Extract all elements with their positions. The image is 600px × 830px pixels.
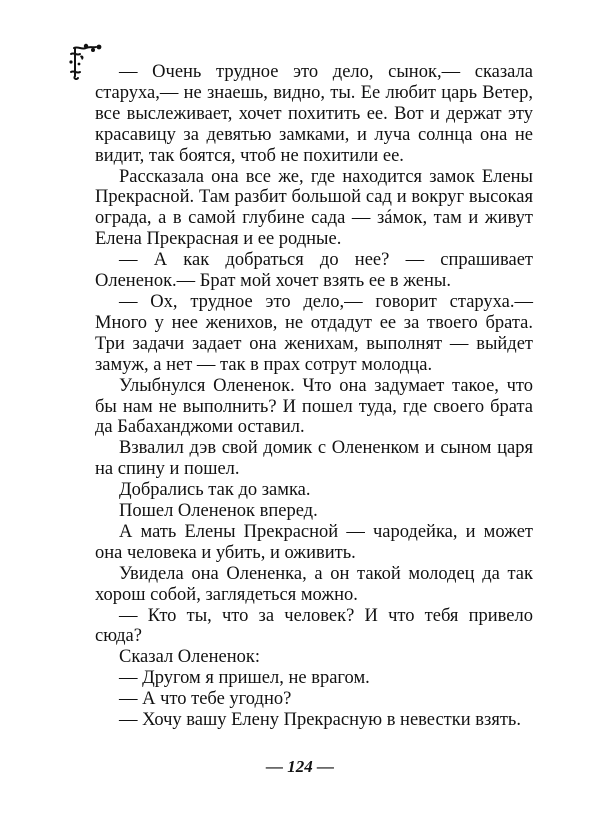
paragraph: Сказал Олененок: [119,647,260,668]
page-number: — 124 — [266,757,334,776]
paragraph: Увидела она Олененка, а он такой молодец да так хорош собой, заглядеться можно. [95,563,533,605]
paragraph: Рассказала она все же, где находится замок Елены Прекрасной. Там разбит большой сад и вокруг высокая ограда, а в самой глубине сада — зáмок, там и живут Елена Прекрасная и ее родные. [95,166,533,250]
paragraph: А мать Елены Прекрасной — чародейка, и может она человека и убить, и оживить. [95,521,533,563]
story-text [95,62,533,731]
paragraph: Улыбнулся Олененок. Что она задумает такое, что бы нам не выполнить? И пошел туда, где своего брата да Бабаханджоми оставил. [95,375,533,438]
paragraph: — Хочу вашу Елену Прекрасную в невестки взять. [119,710,521,731]
paragraph: — Другом я пришел, не врагом. [119,668,370,689]
paragraph: Добрались так до замка. [119,480,311,501]
paragraph: Взвалил дэв свой домик с Олененком и сыном царя на спину и пошел. [95,438,533,480]
paragraph: — Очень трудное это дело, сынок,— сказала старуха,— не знаешь, видно, ты. Ее любит царь Ветер, все выслеживает, хочет похитить ее. Вот и держат эту красавицу за девятью замками, и луча солнца она не видит, так боятся, чтоб не похитили ее. [95,62,533,166]
paragraph: — А что тебе угодно? [119,689,292,710]
paragraph: Пошел Олененок вперед. [119,501,318,522]
paragraph: — Ох, трудное это дело,— говорит старуха.— Много у нее женихов, не отдадут ее за твоего брата. Три задачи задает она женихам, выполнят — выйдет замуж, а нет — так в прах сотрут молодца. [95,291,533,375]
paragraph: — Кто ты, что за человек? И что тебя привело сюда? [95,605,533,647]
paragraph: — А как добраться до нее? — спрашивает Олененок.— Брат мой хочет взять ее в жены. [95,250,533,292]
